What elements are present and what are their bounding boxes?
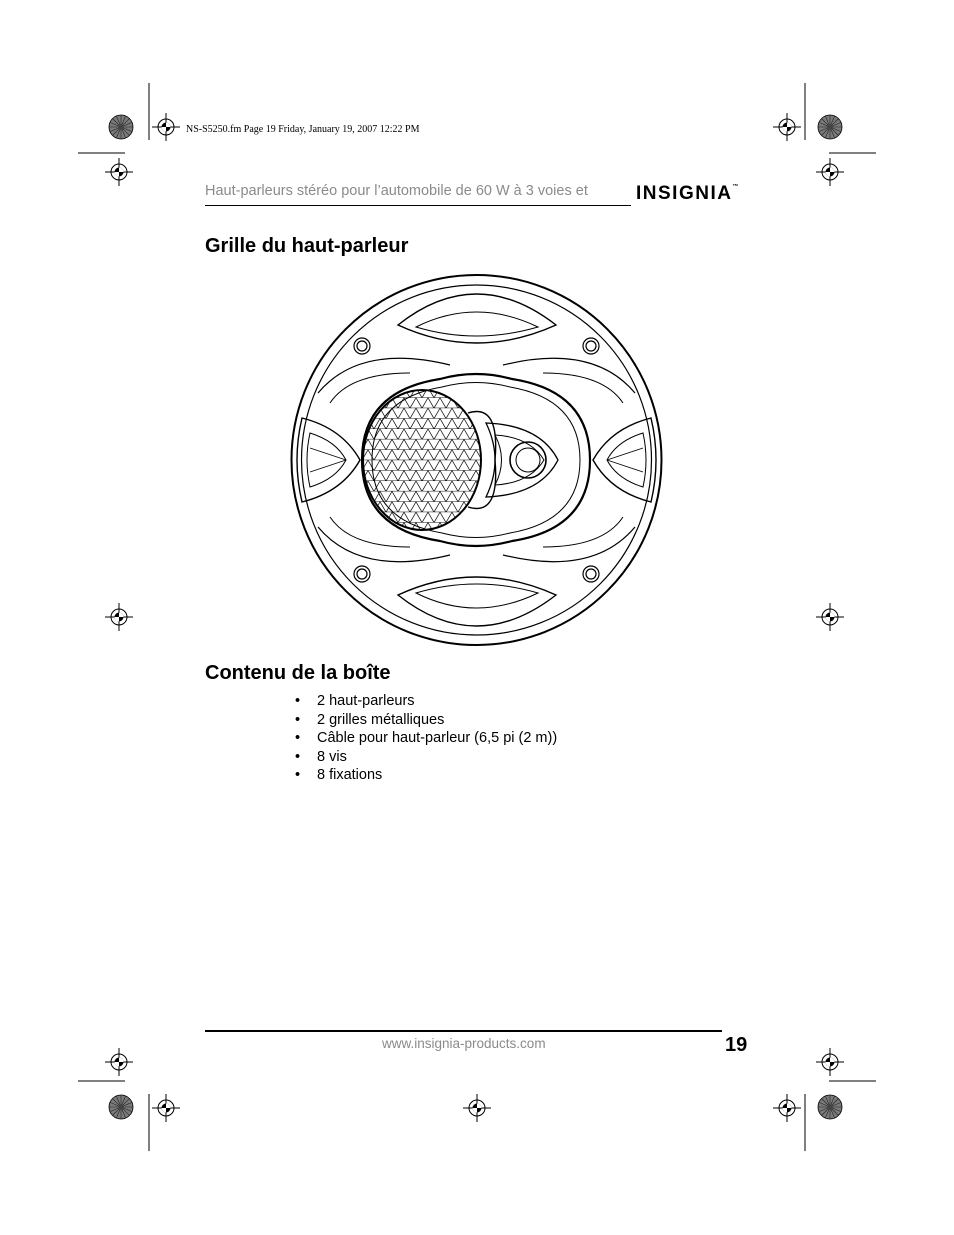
list-item-text: 2 haut-parleurs	[317, 693, 415, 709]
list-item-text: 8 vis	[317, 748, 347, 765]
list-item	[295, 692, 557, 711]
box-contents-list	[295, 692, 557, 785]
list-item	[295, 766, 557, 785]
footer-rule	[205, 1030, 722, 1032]
bullet: •	[295, 730, 301, 747]
list-item-text: 2 grilles métalliques	[317, 711, 445, 728]
bullet: •	[295, 711, 301, 728]
bullet: •	[295, 693, 301, 709]
section-heading-contents: Contenu de la boîte	[205, 662, 391, 684]
logo-text: INSIGNIA	[636, 183, 733, 204]
running-header: Haut-parleurs stéréo pour l’automobile de 60 W à 3 voies et	[205, 183, 588, 199]
list-item-text: Câble pour haut-parleur (6,5 pi (2 m))	[317, 730, 558, 747]
file-slug: NS-S5250.fm Page 19 Friday, January 19, 2007 12:22 PM	[186, 124, 420, 135]
header-rule	[205, 205, 631, 206]
trademark-symbol: ™	[732, 183, 739, 190]
bullet: •	[295, 767, 301, 784]
page-number: 19	[725, 1034, 748, 1056]
bullet: •	[295, 748, 301, 765]
list-item-text: 8 fixations	[317, 767, 383, 784]
list-item	[295, 711, 557, 730]
footer-url[interactable]: www.insignia-products.com	[382, 1036, 546, 1051]
list-item	[295, 748, 557, 767]
speaker-grille-illustration	[290, 273, 663, 647]
list-item	[295, 729, 557, 748]
section-heading-grille: Grille du haut-parleur	[205, 235, 409, 257]
brand-logo	[636, 183, 738, 205]
